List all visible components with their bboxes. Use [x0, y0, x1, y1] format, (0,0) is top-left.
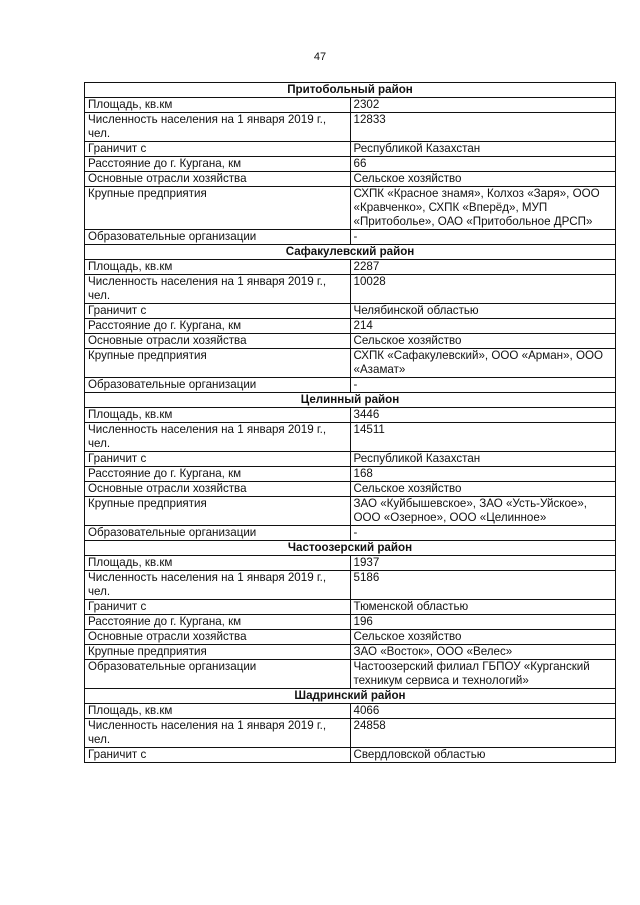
- table-row: [85, 304, 616, 319]
- row-label: Образовательные организации: [85, 660, 351, 689]
- row-value: 66: [350, 157, 616, 172]
- table-row: [85, 748, 616, 763]
- row-label: Расстояние до г. Кургана, км: [85, 615, 351, 630]
- district-name: Целинный район: [85, 393, 616, 408]
- row-value: 14511: [350, 423, 616, 452]
- row-label: Крупные предприятия: [85, 349, 351, 378]
- table-row: [85, 615, 616, 630]
- row-value: Республикой Казахстан: [350, 452, 616, 467]
- row-value: -: [350, 526, 616, 541]
- row-label: Крупные предприятия: [85, 497, 351, 526]
- table-row: [85, 142, 616, 157]
- table-row: [85, 334, 616, 349]
- row-value: Сельское хозяйство: [350, 482, 616, 497]
- row-value: Свердловской областью: [350, 748, 616, 763]
- table-row: [85, 349, 616, 378]
- district-name: Сафакулевский район: [85, 245, 616, 260]
- table-row: [85, 230, 616, 245]
- row-value: 24858: [350, 719, 616, 748]
- district-header-row: [85, 83, 616, 98]
- row-label: Образовательные организации: [85, 378, 351, 393]
- table-row: [85, 187, 616, 230]
- row-value: ЗАО «Куйбышевское», ЗАО «Усть-Уйское», ООО «Озерное», ООО «Целинное»: [350, 497, 616, 526]
- row-label: Площадь, кв.км: [85, 556, 351, 571]
- table-row: [85, 497, 616, 526]
- row-label: Площадь, кв.км: [85, 98, 351, 113]
- table-row: [85, 452, 616, 467]
- row-label: Крупные предприятия: [85, 645, 351, 660]
- row-value: 1937: [350, 556, 616, 571]
- row-value: 214: [350, 319, 616, 334]
- row-value: СХПК «Сафакулевский», ООО «Арман», ООО «Азамат»: [350, 349, 616, 378]
- page-number: 47: [313, 51, 327, 63]
- table-row: [85, 704, 616, 719]
- table-row: [85, 113, 616, 142]
- row-label: Образовательные организации: [85, 526, 351, 541]
- row-label: Граничит с: [85, 452, 351, 467]
- table-row: [85, 275, 616, 304]
- row-label: Численность населения на 1 января 2019 г., чел.: [85, 571, 351, 600]
- row-label: Граничит с: [85, 600, 351, 615]
- row-value: 3446: [350, 408, 616, 423]
- row-value: 10028: [350, 275, 616, 304]
- row-label: Численность населения на 1 января 2019 г., чел.: [85, 423, 351, 452]
- row-value: Сельское хозяйство: [350, 172, 616, 187]
- row-label: Основные отрасли хозяйства: [85, 482, 351, 497]
- row-value: 2287: [350, 260, 616, 275]
- row-label: Площадь, кв.км: [85, 260, 351, 275]
- district-header-row: [85, 689, 616, 704]
- row-value: 168: [350, 467, 616, 482]
- row-value: Тюменской областью: [350, 600, 616, 615]
- row-label: Площадь, кв.км: [85, 704, 351, 719]
- table-row: [85, 172, 616, 187]
- row-value: -: [350, 230, 616, 245]
- row-label: Расстояние до г. Кургана, км: [85, 157, 351, 172]
- table-row: [85, 630, 616, 645]
- table-row: [85, 378, 616, 393]
- row-value: Сельское хозяйство: [350, 630, 616, 645]
- table-row: [85, 660, 616, 689]
- table-row: [85, 571, 616, 600]
- row-label: Основные отрасли хозяйства: [85, 630, 351, 645]
- district-header-row: [85, 541, 616, 556]
- row-label: Основные отрасли хозяйства: [85, 334, 351, 349]
- row-label: Граничит с: [85, 748, 351, 763]
- row-value: 2302: [350, 98, 616, 113]
- row-value: 5186: [350, 571, 616, 600]
- table-row: [85, 260, 616, 275]
- district-name: Притобольный район: [85, 83, 616, 98]
- row-value: -: [350, 378, 616, 393]
- table-row: [85, 482, 616, 497]
- row-label: Граничит с: [85, 304, 351, 319]
- district-table-body: [85, 83, 616, 763]
- row-value: 4066: [350, 704, 616, 719]
- table-row: [85, 526, 616, 541]
- row-label: Численность населения на 1 января 2019 г., чел.: [85, 113, 351, 142]
- row-label: Площадь, кв.км: [85, 408, 351, 423]
- table-row: [85, 556, 616, 571]
- row-value: Сельское хозяйство: [350, 334, 616, 349]
- row-label: Расстояние до г. Кургана, км: [85, 467, 351, 482]
- row-label: Численность населения на 1 января 2019 г., чел.: [85, 275, 351, 304]
- table-row: [85, 600, 616, 615]
- table-row: [85, 408, 616, 423]
- row-value: Челябинской областью: [350, 304, 616, 319]
- row-value: 12833: [350, 113, 616, 142]
- district-table-container: [84, 82, 616, 763]
- district-name: Частоозерский район: [85, 541, 616, 556]
- table-row: [85, 719, 616, 748]
- row-label: Основные отрасли хозяйства: [85, 172, 351, 187]
- row-value: Частоозерский филиал ГБПОУ «Курганский техникум сервиса и технологий»: [350, 660, 616, 689]
- table-row: [85, 319, 616, 334]
- row-label: Численность населения на 1 января 2019 г., чел.: [85, 719, 351, 748]
- district-header-row: [85, 245, 616, 260]
- row-value: 196: [350, 615, 616, 630]
- table-row: [85, 157, 616, 172]
- district-header-row: [85, 393, 616, 408]
- table-row: [85, 645, 616, 660]
- row-value: Республикой Казахстан: [350, 142, 616, 157]
- table-row: [85, 98, 616, 113]
- row-value: СХПК «Красное знамя», Колхоз «Заря», ООО «Кравченко», СХПК «Вперёд», МУП «Притоболье», ОАО «Притобольное ДРСП»: [350, 187, 616, 230]
- row-label: Крупные предприятия: [85, 187, 351, 230]
- district-table: [84, 82, 616, 763]
- row-label: Граничит с: [85, 142, 351, 157]
- row-label: Расстояние до г. Кургана, км: [85, 319, 351, 334]
- row-value: ЗАО «Восток», ООО «Велес»: [350, 645, 616, 660]
- table-row: [85, 423, 616, 452]
- district-name: Шадринский район: [85, 689, 616, 704]
- table-row: [85, 467, 616, 482]
- row-label: Образовательные организации: [85, 230, 351, 245]
